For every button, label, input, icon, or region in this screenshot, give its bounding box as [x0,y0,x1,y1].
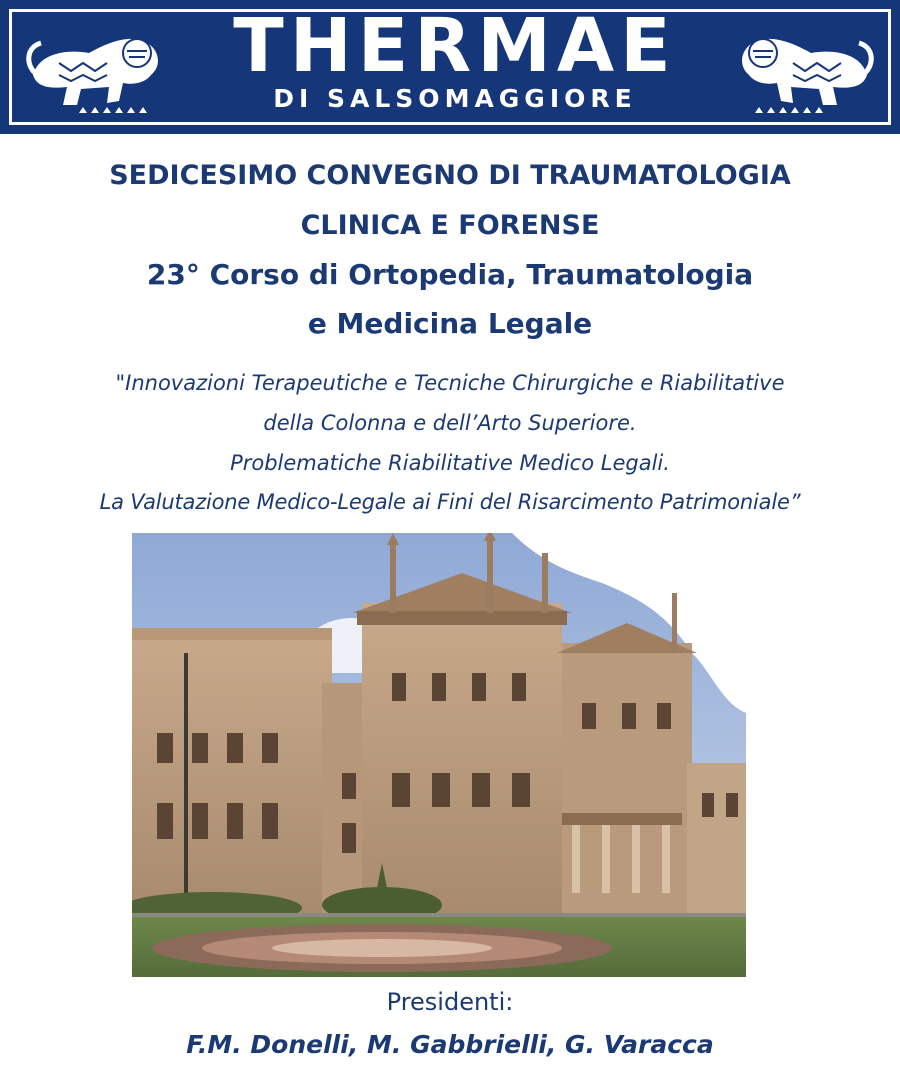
event-title-line-1: SEDICESIMO CONVEGNO DI TRAUMATOLOGIA [109,160,791,191]
theme-line-4: La Valutazione Medico-Legale ai Fini del Risarcimento Patrimoniale” [99,490,801,514]
theme-line-1: "Innovazioni Terapeutiche e Tecniche Chirurgiche e Riabilitative [115,371,785,395]
event-title-line-2: CLINICA E FORENSE [300,210,600,241]
palazzo-terme-building-photo [132,533,746,977]
course-title-line-2: e Medicina Legale [307,307,593,340]
theme-line-3: Problematiche Riabilitative Medico Legali. [230,451,670,475]
presidents-label: Presidenti: [386,988,514,1016]
brand-subtitle: DI SALSOMAGGIORE [273,84,637,113]
lion-emblem-icon [725,13,881,117]
brand-banner [0,0,900,134]
brand-name: THERMAE [233,3,677,89]
theme-line-2: della Colonna e dell’Arto Superiore. [263,411,637,435]
presidents-names: F.M. Donelli, M. Gabbrielli, G. Varacca [186,1030,714,1059]
course-title-line-1: 23° Corso di Ortopedia, Traumatologia [146,258,754,291]
lion-emblem-icon [19,13,175,117]
